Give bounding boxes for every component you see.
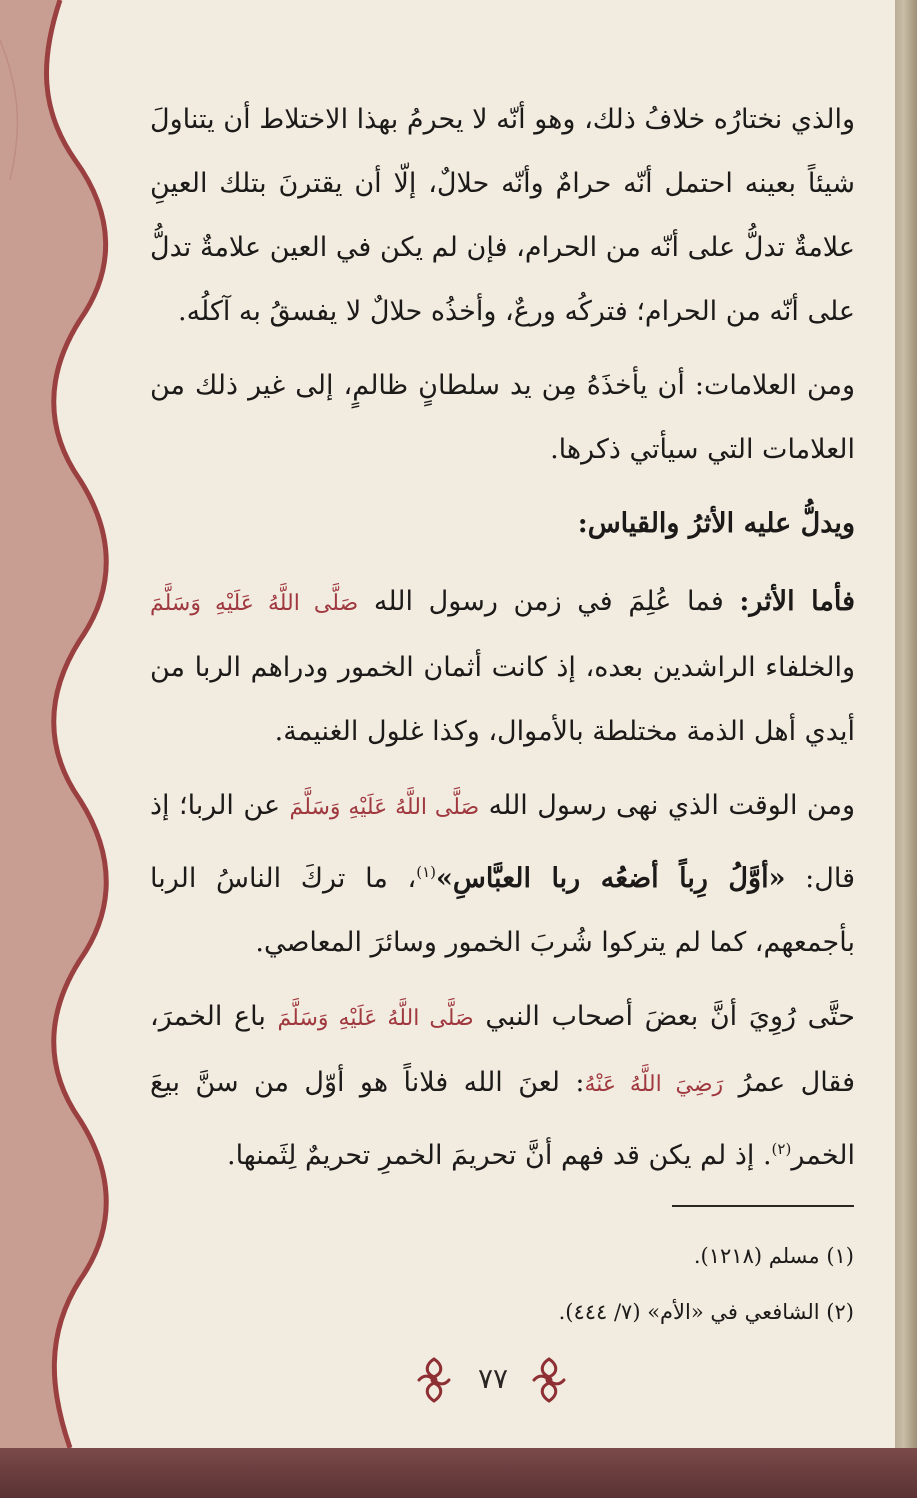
honorific-radiya: رَضِيَ اللَّهُ عَنْهُ — [584, 1072, 724, 1097]
footnote-1: (١) مسلم (١٢١٨). — [693, 1244, 854, 1268]
athar-text-1: فما عُلِمَ في زمن رسول الله — [373, 586, 724, 617]
paragraph-riba — [150, 774, 855, 975]
footnote-ref-2: (٢) — [771, 1140, 792, 1158]
footnote-2: (٢) الشافعي في «الأم» (٧/ ٤٤٤). — [558, 1300, 854, 1324]
hadith-quote: «أوَّلُ رِباً أضعُه ربا العبَّاسِ» — [435, 863, 786, 894]
riba-text-3: ، ما تركَ الناسُ الربا بأجمعهم، كما لم يتركوا شُربَ الخمور وسائرَ المعاصي. — [150, 863, 855, 958]
footnotes — [300, 1228, 854, 1340]
paragraph-alamat: ومن العلامات: أن يأخذَهُ مِن يد سلطانٍ ظالمٍ، إلى غير ذلك من العلامات التي سيأتي ذكرها. — [150, 370, 855, 465]
riba-text-1: ومن الوقت الذي نهى رسول الله — [488, 790, 855, 821]
riba-text-2: عن الربا؛ إذ قال: — [150, 790, 855, 894]
section-heading: ويدلُّ عليه الأثرُ والقياس: — [577, 508, 855, 539]
athar-text-2: والخلفاء الراشدين بعده، إذ كانت أثمان الخمور ودراهم الربا من أيدي أهل الذمة مختلطة بالأموال، وكذا غلول الغنيمة. — [150, 652, 855, 747]
hatta-text-1: حتَّى رُوِيَ أنَّ بعضَ أصحاب النبي — [485, 1001, 856, 1032]
main-text — [150, 88, 855, 1198]
hatta-text-2: باع الخمرَ، فقال عمرُ — [150, 1001, 855, 1098]
paragraph-athar — [150, 570, 855, 764]
paragraph-hatta — [150, 985, 855, 1188]
page-number: ٧٧ — [477, 1362, 509, 1395]
book-cover-edge — [0, 1448, 917, 1498]
honorific-salawat: صَلَّى اللَّهُ عَلَيْهِ وَسَلَّمَ — [289, 795, 480, 820]
footnote-ref-1: (١) — [416, 863, 436, 881]
hatta-text-4: . إذ لم يكن قد فهم أنَّ تحريمَ الخمرِ تحريمٌ لِثَمنها. — [227, 1140, 772, 1171]
paragraph-ikhtilat: والذي نختارُه خلافُ ذلك، وهو أنّه لا يحرمُ بهذا الاختلاط أن يتناولَ شيئاً بعينه احتمل أنّه حرامٌ وأنّه حلالٌ، إلّا أن يقترنَ بتلك العينِ علامةٌ تدلُّ على أنّه من الحرام، فإن لم يكن في العين علامةٌ تدلُّ على أنّه من الحرام؛ فتركُه ورعٌ، وأخذُه حلالٌ لا يفسقُ به آكلُه. — [150, 104, 855, 327]
hatta-text-3: : لعنَ الله فلاناً هو أوّل من سنَّ بيعَ الخمر — [150, 1067, 855, 1171]
footnote-divider — [672, 1205, 854, 1207]
athar-lead: فأما الأثر: — [739, 586, 855, 617]
decorative-wavy-border — [0, 0, 140, 1448]
page-edge — [895, 0, 917, 1448]
ornament-right-icon — [530, 1355, 568, 1405]
honorific-salawat: صَلَّى اللَّهُ عَلَيْهِ وَسَلَّمَ — [277, 1006, 474, 1031]
honorific-salawat: صَلَّى اللَّهُ عَلَيْهِ وَسَلَّمَ — [150, 591, 359, 616]
ornament-left-icon — [415, 1355, 453, 1405]
